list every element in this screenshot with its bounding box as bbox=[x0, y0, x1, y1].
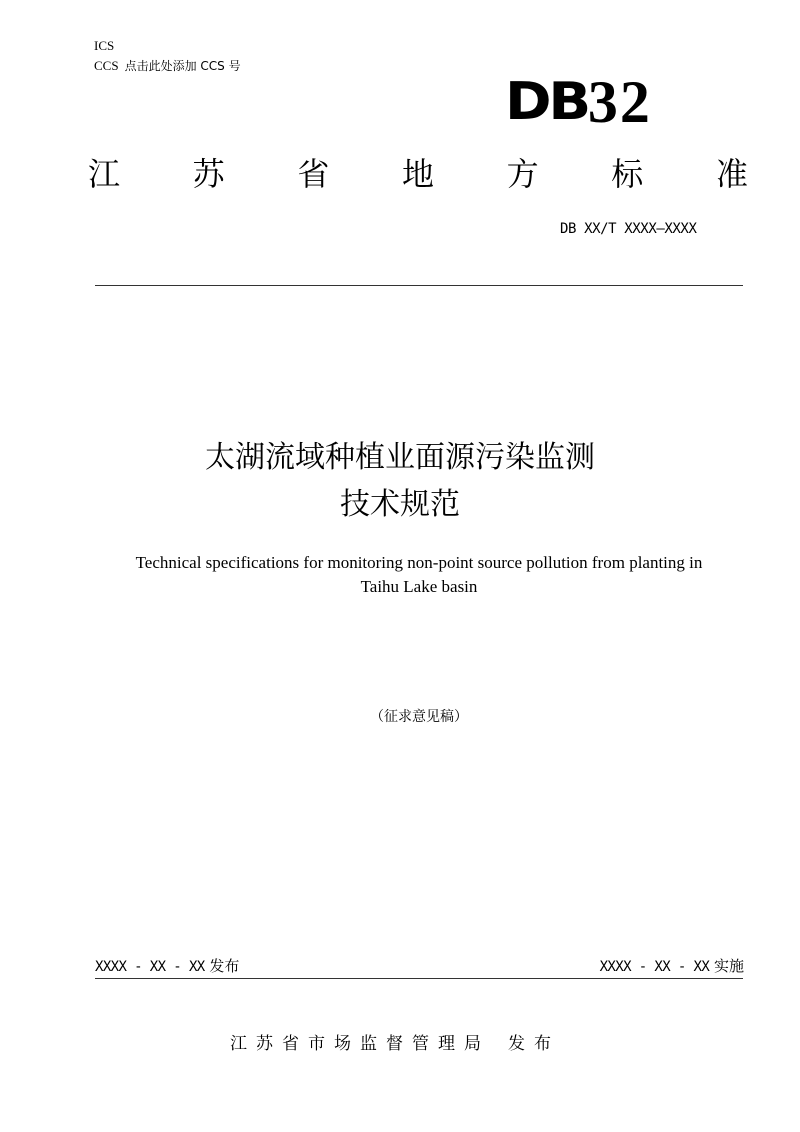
english-title-line-1: Technical specifications for monitoring non-point source pollution from planting in bbox=[135, 553, 703, 572]
ics-label: ICS bbox=[94, 38, 115, 53]
standard-type-char: 准 bbox=[715, 155, 748, 193]
implement-date-label: 实施 bbox=[713, 957, 744, 975]
publish-date bbox=[95, 956, 239, 977]
english-title-line-2: Taihu Lake basin bbox=[360, 577, 478, 596]
standard-type-char: 省 bbox=[297, 155, 330, 193]
draft-status-label: （征求意见稿） bbox=[370, 709, 468, 725]
standard-type-char: 地 bbox=[401, 155, 434, 193]
standard-type-char: 江 bbox=[88, 155, 121, 193]
standard-type-heading bbox=[88, 152, 748, 196]
implement-date bbox=[600, 956, 744, 977]
header-divider bbox=[95, 285, 743, 286]
standard-type-char: 标 bbox=[611, 155, 644, 193]
db-logo-letters: DB bbox=[505, 72, 588, 132]
footer-divider bbox=[95, 978, 743, 979]
issuer-action: 发布 bbox=[508, 1034, 560, 1054]
standard-code: DB XX/T XXXX—XXXX bbox=[560, 221, 697, 237]
ccs-placeholder-field[interactable]: 点击此处添加 CCS 号 bbox=[124, 59, 241, 73]
db-standard-logo bbox=[505, 69, 652, 135]
document-title-line-1: 太湖流域种植业面源污染监测 bbox=[205, 440, 595, 475]
ccs-line bbox=[94, 58, 241, 74]
issuer-name: 江苏省市场监督管理局 bbox=[230, 1034, 490, 1054]
db-logo-number: 32 bbox=[587, 69, 652, 135]
publish-date-label: 发布 bbox=[209, 957, 240, 975]
standard-type-char: 苏 bbox=[192, 155, 225, 193]
publish-date-value: XXXX - XX - XX bbox=[95, 959, 205, 975]
implement-date-value: XXXX - XX - XX bbox=[599, 959, 710, 975]
issuing-authority bbox=[230, 1032, 560, 1056]
ccs-label: CCS bbox=[94, 58, 119, 73]
standard-type-char: 方 bbox=[506, 155, 539, 193]
document-title-line-2: 技术规范 bbox=[340, 487, 460, 522]
